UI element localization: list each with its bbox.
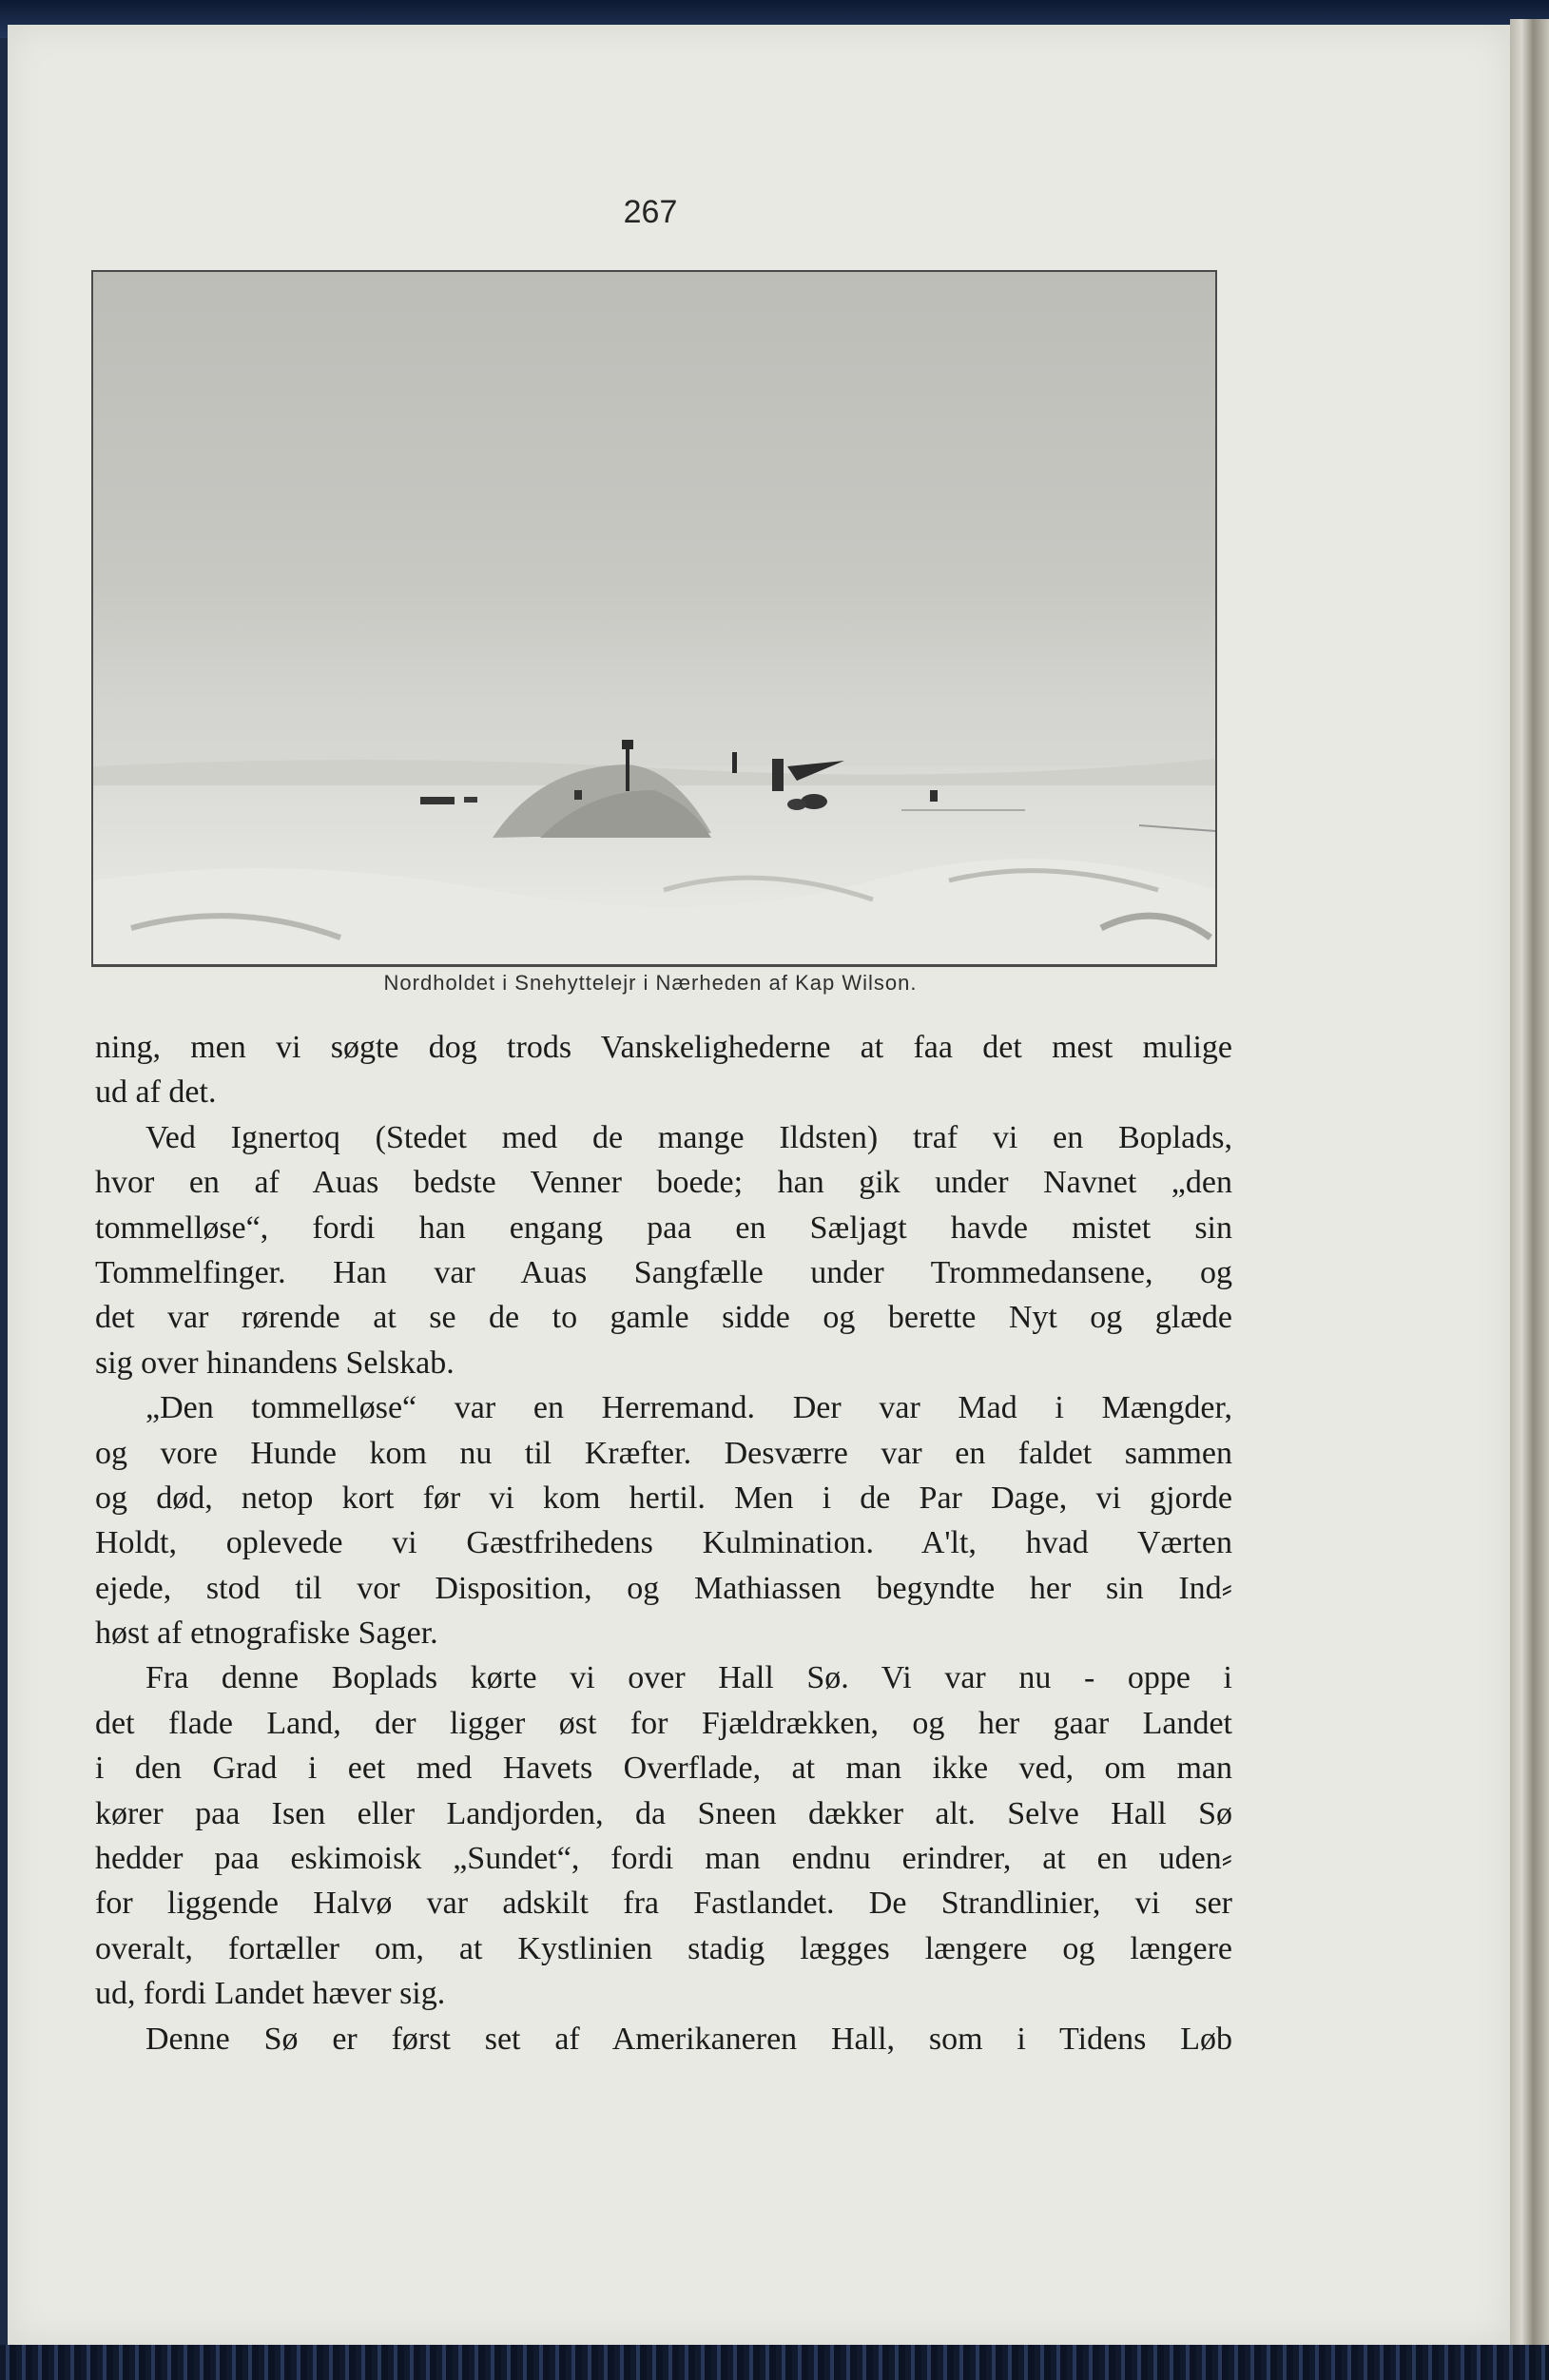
book-cover-bottom-edge <box>0 2345 1549 2380</box>
text-line: Ved Ignertoq (Stedet med de mange Ildsten) traf vi en Boplads, <box>145 1119 1232 1155</box>
text-line: ud af det. <box>95 1074 217 1111</box>
text-line: Fra denne Boplads kørte vi over Hall Sø. Vi var nu - oppe i <box>145 1660 1232 1696</box>
text-line: og vore Hunde kom nu til Kræfter. Desværre var en faldet sammen <box>95 1435 1232 1471</box>
text-line: hvor en af Auas bedste Venner boede; han gik under Navnet „den <box>95 1165 1232 1201</box>
snow-landscape-photo <box>93 272 1215 964</box>
page-number: 267 <box>623 194 678 230</box>
text-line: Tommelfinger. Han var Auas Sangfælle under Trommedansene, og <box>95 1254 1232 1290</box>
text-line: overalt, fortæller om, at Kystlinien stadig lægges længere og længere <box>95 1930 1232 1966</box>
text-line: for liggende Halvø var adskilt fra Fastlandet. De Strandlinier, vi ser <box>95 1886 1232 1922</box>
text-line: kører paa Isen eller Landjorden, da Sneen dækker alt. Selve Hall Sø <box>95 1795 1232 1831</box>
photograph-snow-hut-camp <box>91 270 1217 967</box>
text-line: ning, men vi søgte dog trods Vanskelighederne at faa det mest mulige <box>95 1030 1232 1065</box>
text-line: i den Grad i eet med Havets Overflade, at man ikke ved, om man <box>95 1751 1232 1787</box>
text-line: tommelløse“, fordi han engang paa en Sæljagt havde mistet sin <box>95 1209 1232 1246</box>
text-line: og død, netop kort før vi kom hertil. Men i de Par Dage, vi gjorde <box>95 1480 1232 1516</box>
text-line: det flade Land, der ligger øst for Fjældrækken, og her gaar Landet <box>95 1705 1232 1741</box>
text-line: Denne Sø er først set af Amerikaneren Hall, som i Tidens Løb <box>145 2021 1232 2057</box>
photo-caption: Nordholdet i Snehyttelejr i Nærheden af Kap Wilson. <box>383 971 918 995</box>
book-page <box>8 25 1510 2345</box>
text-line: Holdt, oplevede vi Gæstfrihedens Kulmination. A'lt, hvad Værten <box>95 1525 1232 1561</box>
text-line: høst af etnografiske Sager. <box>95 1616 438 1652</box>
body-text <box>95 1025 1232 2061</box>
text-line: hedder paa eskimoisk „Sundet“, fordi man endnu erindrer, at en uden⸗ <box>95 1841 1232 1877</box>
page-stack-edge <box>1510 19 1549 2345</box>
text-line: ejede, stod til vor Disposition, og Mathiassen begyndte her sin Ind⸗ <box>95 1570 1232 1606</box>
text-line: „Den tommelløse“ var en Herremand. Der var Mad i Mængder, <box>145 1390 1232 1426</box>
text-line: ud, fordi Landet hæver sig. <box>95 1976 446 2012</box>
text-line: det var rørende at se de to gamle sidde og berette Nyt og glæde <box>95 1300 1232 1336</box>
text-line: sig over hinandens Selskab. <box>95 1345 455 1381</box>
